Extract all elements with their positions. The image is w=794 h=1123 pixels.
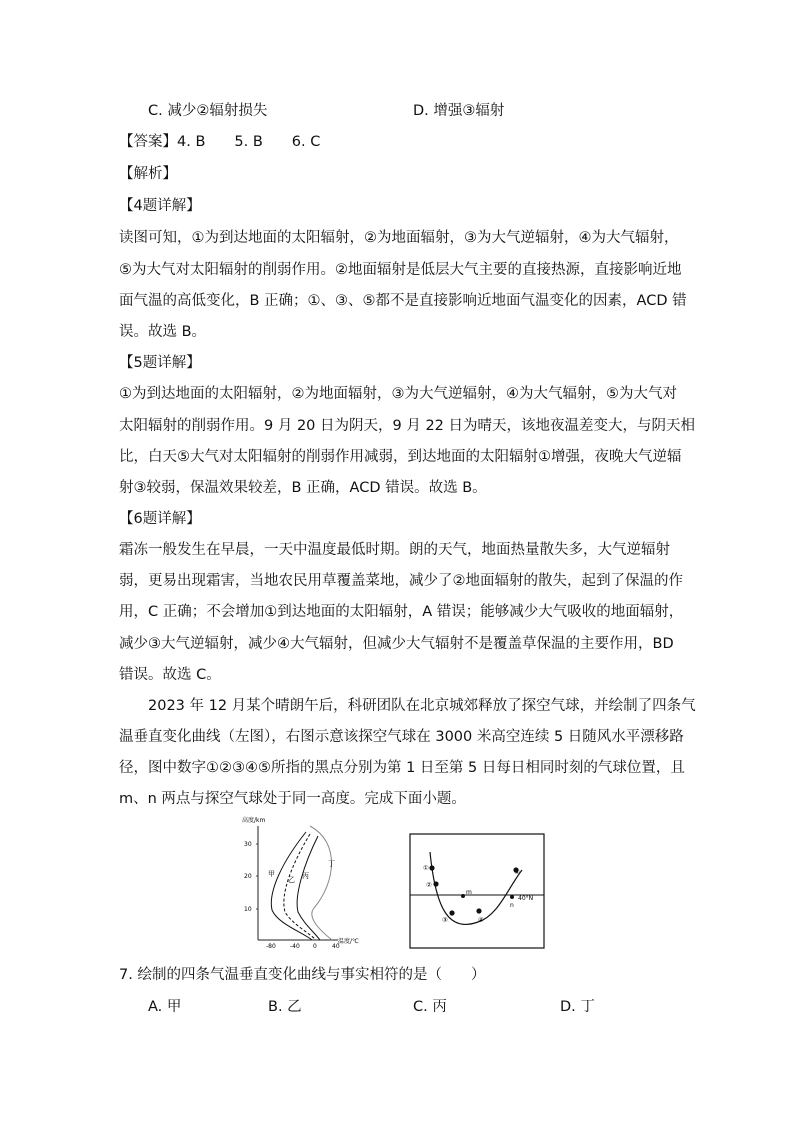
q7-option-d: D. 丁 <box>560 999 595 1015</box>
left-y-label: 高度/km <box>242 817 266 824</box>
q6-line: 减少③大气逆辐射，减少④大气辐射，但减少大气辐射不是覆盖草保温的主要作用，BD <box>119 636 674 652</box>
q6-heading: 【6题详解】 <box>119 511 201 527</box>
y-tick-label: 20 <box>244 873 252 880</box>
option-d: D. 增强③辐射 <box>413 103 505 119</box>
q4-line: 误。故选 B。 <box>119 324 207 340</box>
curve-label-jia: 甲 <box>268 870 275 878</box>
point-label-1: ① <box>423 864 429 872</box>
point-n <box>510 895 514 899</box>
q4-heading: 【4题详解】 <box>119 198 201 214</box>
balloon-point-4 <box>476 908 481 913</box>
x-tick-label: -80 <box>266 943 276 950</box>
x-tick-label: -40 <box>290 943 300 950</box>
q6-line: 弱，更易出现霜害，当地农民用草覆盖菜地，减少了②地面辐射的散失，起到了保温的作 <box>119 573 683 589</box>
left-x-label: 温度/℃ <box>338 938 359 945</box>
point-label-3: ③ <box>442 916 448 924</box>
x-tick-label: 0 <box>313 943 317 950</box>
y-tick-label: 30 <box>244 841 252 848</box>
figure-svg <box>240 812 550 952</box>
curve-label-ding: 丁 <box>328 860 335 868</box>
q5-line: ①为到达地面的太阳辐射，②为地面辐射，③为大气逆辐射，④为大气辐射，⑤为大气对 <box>119 386 677 402</box>
q6-line: 霜冻一般发生在早晨，一天中温度最低时期。朗的天气，地面热量散失多，大气逆辐射 <box>119 542 670 558</box>
point-label-2: ② <box>426 881 432 889</box>
left-chart <box>242 816 359 950</box>
intro-line: m、n 两点与探空气球处于同一高度。完成下面小题。 <box>119 791 466 807</box>
q5-line: 射③较弱，保温效果较差，B 正确，ACD 错误。故选 B。 <box>119 480 487 496</box>
balloon-point-2 <box>433 881 438 886</box>
map-frame <box>410 834 544 948</box>
intro-line: 2023 年 12 月某个晴朗午后，科研团队在北京城郊释放了探空气球，并绘制了四条气 <box>148 698 696 714</box>
point-label-5: ⑤ <box>514 868 520 876</box>
q6-line: 错误。故选 C。 <box>119 667 221 683</box>
intro-line: 温垂直变化曲线（左图），右图示意该探空气球在 3000 米高空连续 5 日随风水平漂移路 <box>119 729 684 745</box>
q7-option-c: C. 丙 <box>413 999 447 1015</box>
answer-line: 【答案】4. B 5. B 6. C <box>119 134 321 150</box>
y-tick-label: 10 <box>244 906 252 913</box>
curve-label-bing: 丙 <box>302 872 309 880</box>
point-label-4: ④ <box>478 916 484 924</box>
figure-group <box>240 812 550 956</box>
point-m-label: m <box>466 889 472 896</box>
q6-line: 用，C 正确；不会增加①到达地面的太阳辐射，A 错误；能够减少大气吸收的地面辐射， <box>119 604 684 620</box>
q5-line: 太阳辐射的削弱作用。9 月 20 日为阴天，9 月 22 日为晴天，该地夜温差变大，与阴天相 <box>119 418 696 434</box>
q7-option-b: B. 乙 <box>268 999 302 1015</box>
intro-line: 径，图中数字①②③④⑤所指的黑点分别为第 1 日至第 5 日每日相同时刻的气球位置，且 <box>119 760 685 776</box>
latitude-label: 40°N <box>518 895 534 902</box>
q5-line: 比，白天⑤大气对太阳辐射的削弱作用减弱，到达地面的太阳辐射①增强，夜晚大气逆辐 <box>119 449 682 465</box>
curve-ding <box>310 826 332 940</box>
analysis-heading: 【解析】 <box>119 166 177 182</box>
point-n-label: n <box>510 902 514 909</box>
q7-option-a: A. 甲 <box>148 999 182 1015</box>
option-c: C. 减少②辐射损失 <box>148 103 268 119</box>
x-tick-label: 40 <box>332 943 340 950</box>
point-m <box>461 894 465 898</box>
balloon-point-1 <box>429 865 434 870</box>
q4-line: ⑤为大气对太阳辐射的削弱作用。②地面辐射是低层大气主要的直接热源，直接影响近地 <box>119 262 682 278</box>
q7-stem: 7. 绘制的四条气温垂直变化曲线与事实相符的是（ ） <box>119 967 486 983</box>
q4-line: 读图可知，①为到达地面的太阳辐射，②为地面辐射，③为大气逆辐射，④为大气辐射， <box>119 230 679 246</box>
drift-path <box>430 852 522 924</box>
curve-label-yi: 乙 <box>288 876 295 884</box>
q4-line: 面气温的高低变化，B 正确；①、③、⑤都不是直接影响近地面气温变化的因素，ACD 错 <box>119 293 687 309</box>
balloon-point-3 <box>449 910 454 915</box>
q5-heading: 【5题详解】 <box>119 355 201 371</box>
right-map <box>410 834 544 948</box>
